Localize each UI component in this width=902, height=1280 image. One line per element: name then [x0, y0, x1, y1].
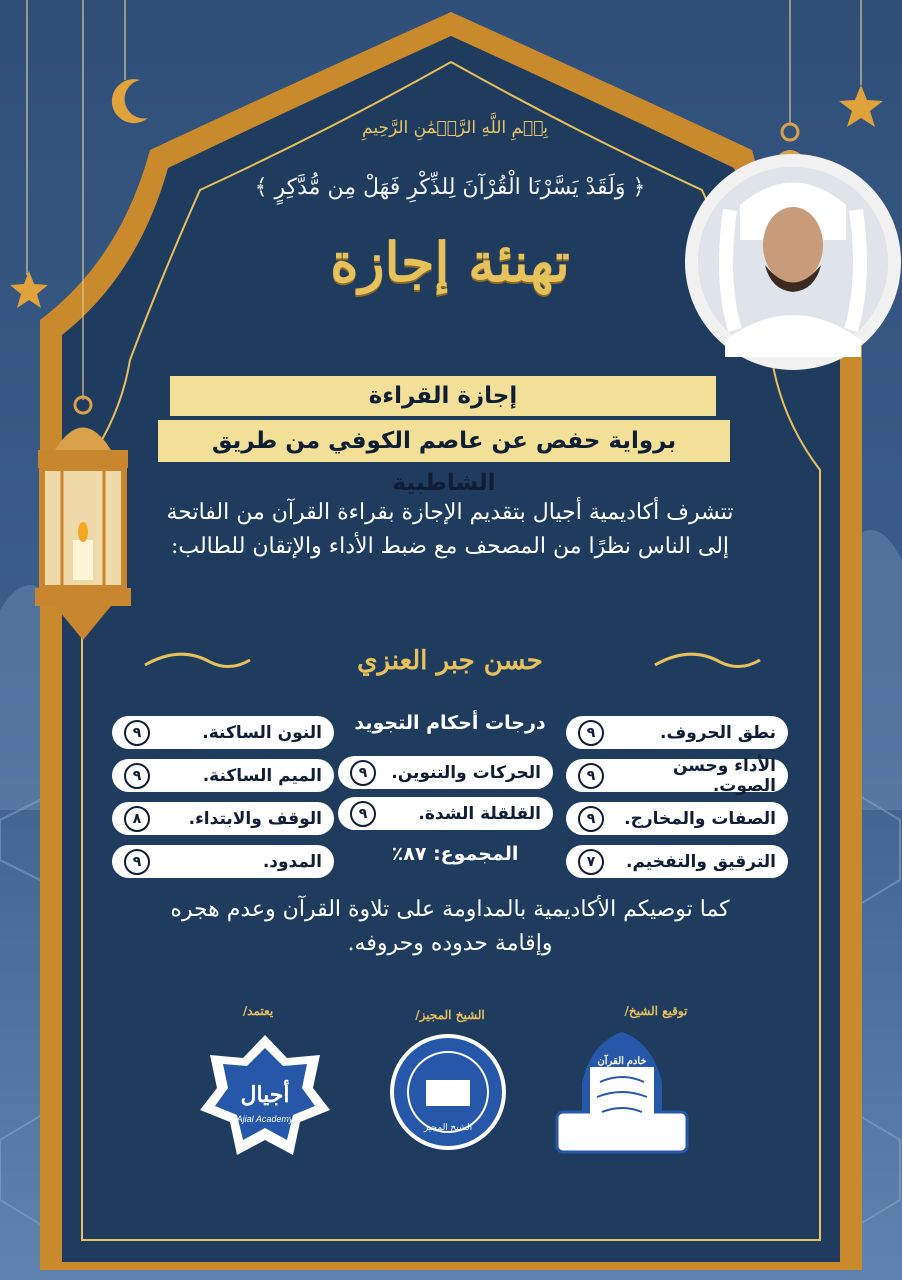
grade-label: النون الساكنة. [202, 722, 322, 743]
person-photo [698, 167, 888, 357]
grade-item [566, 716, 788, 749]
grade-item [338, 797, 553, 830]
basmala: بِسۡمِ اللَّهِ الرَّحۡمَٰنِ الرَّحِيمِ [362, 118, 548, 138]
grades-total [360, 843, 550, 865]
signature-label-left: يعتمد/ [242, 1004, 274, 1018]
grade-score: ٩ [578, 806, 604, 832]
total-label: المجموع: [433, 843, 519, 865]
student-name: حسن جبر العنزي [357, 646, 543, 676]
grade-label: القلقلة الشدة. [418, 803, 541, 824]
grade-item [566, 845, 788, 878]
signature-label-middle: الشيخ المجيز/ [415, 1008, 485, 1022]
grade-label: الأداء وحسن الصوت. [672, 755, 776, 796]
grade-label: الميم الساكنة. [202, 765, 322, 786]
page-title: تهنئة إجازة [330, 230, 570, 294]
grade-score: ٩ [578, 763, 604, 789]
grades-middle-column [338, 756, 553, 830]
seal-text: خادم القرآن [597, 1056, 647, 1067]
seal-text: الشيخ المجيز [423, 1122, 473, 1132]
seal-text: أجيال [240, 1082, 290, 1107]
banner-subtitle: برواية حفص عن عاصم الكوفي من طريق الشاطبية [158, 420, 730, 462]
grade-score: ٩ [124, 763, 150, 789]
grade-item [112, 759, 334, 792]
grade-label: نطق الحروف. [660, 722, 776, 743]
grade-score: ٩ [350, 760, 376, 786]
grade-item [566, 755, 788, 796]
grades-left-column [112, 716, 334, 878]
grades-right-column [566, 716, 788, 878]
grade-score: ٩ [124, 720, 150, 746]
grades-heading: درجات أحكام التجويد [354, 712, 546, 734]
grade-item [112, 716, 334, 749]
total-value: ٨٧٪ [391, 843, 427, 865]
grade-label: الحركات والتنوين. [391, 762, 541, 783]
grade-item [112, 845, 334, 878]
grade-item [566, 802, 788, 835]
signature-seal [552, 1022, 692, 1162]
grade-score: ٩ [578, 720, 604, 746]
intro-paragraph: تتشرف أكاديمية أجيال بتقديم الإجازة بقراءة القرآن من الفاتحة إلى الناس نظرًا من المصحف مع ضبط الأداء والإتقان للطالب: [166, 500, 734, 559]
grade-score: ٧ [578, 849, 604, 875]
teacher-seal [378, 1030, 518, 1160]
star-icon [10, 271, 48, 308]
grade-score: ٩ [350, 801, 376, 827]
signature-label-right: توقيع الشيخ/ [624, 1004, 688, 1018]
quran-verse: ﴿ وَلَقَدْ يَسَّرْنَا الْقُرْآنَ لِلذِّكْرِ فَهَلْ مِن مُّدَّكِرٍ ﴾ [254, 175, 646, 200]
grade-score: ٩ [124, 849, 150, 875]
grade-item [338, 756, 553, 789]
crescent-moon-icon [112, 79, 148, 123]
banner-title: إجازة القراءة [170, 376, 716, 416]
grade-item [112, 802, 334, 835]
academy-seal [195, 1030, 335, 1160]
seal-subtext: Ajial Academy [236, 1114, 294, 1124]
grade-label: الترقيق والتفخيم. [626, 851, 776, 872]
grade-label: الوقف والابتداء. [188, 808, 322, 829]
star-icon [839, 85, 883, 127]
grade-label: المدود. [262, 851, 322, 872]
grade-score: ٨ [124, 806, 150, 832]
closing-paragraph: كما توصيكم الأكاديمية بالمداومة على تلاوة القرآن وعدم هجره وإقامة حدوده وحروفه. [170, 897, 730, 956]
grade-label: الصفات والمخارج. [624, 808, 776, 829]
